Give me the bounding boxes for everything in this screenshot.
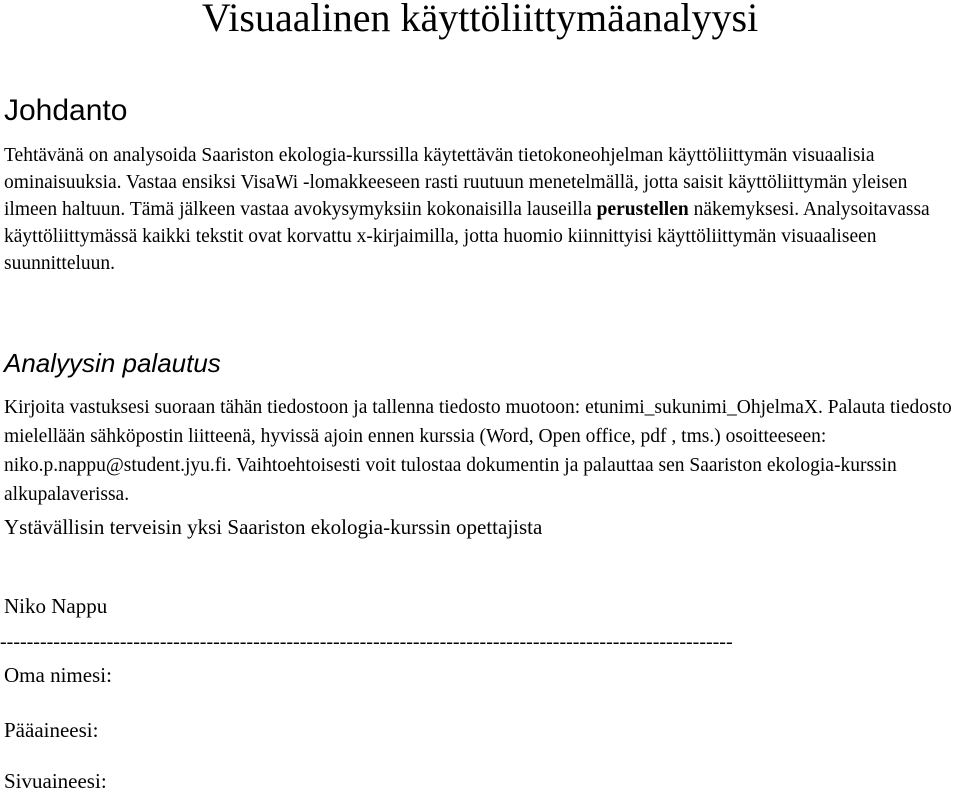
return-heading: Analyysin palautus [4,348,221,378]
name-field-label: Oma nimesi: [4,663,112,687]
intro-paragraph [4,142,956,277]
minor-field-label: Sivuaineesi: [4,769,107,793]
intro-text-start: Tehtävänä on analysoida Saariston ekologia-kurssilla käytettävän tietokoneohjelman käyttöliittymän visuaalisia ominaisuuksia. Vastaa ensiksi VisaWi -lomakkeeseen rasti ruutuun menetelmällä, jotta saisit käyttöliittymän yleisen ilmeen haltuun. Tämä jälkeen vastaa avokysymyksiin kokonaisilla lauseilla [4,145,908,220]
greeting-line: Ystävällisin terveisin yksi Saariston ekologia-kurssin opettajista [4,515,543,539]
intro-text-end: näkemyksesi. Analysoitavassa käyttöliittymässä kaikki tekstit ovat korvattu x-kirjaimilla, jotta huomio kiinnittyisi käyttöliittymän visuaaliseen suunnitteluun. [4,199,930,274]
major-field-label: Pääaineesi: [4,718,99,742]
document-title: Visuaalinen käyttöliittymäanalyysi [201,0,759,40]
intro-text-bold: perustellen [596,199,689,220]
intro-heading: Johdanto [4,94,128,127]
return-paragraph: Kirjoita vastuksesi suoraan tähän tiedostoon ja tallenna tiedosto muotoon: etunimi_sukunimi_OhjelmaX. Palauta tiedosto mielellään sähköpostin liitteenä, hyvissä ajoin ennen kurssia (Word, Open office, pdf , tms.) osoitteeseen: niko.p.nappu@student.jyu.fi. Vaihtoehtoisesti voit tulostaa dokumentin ja palauttaa sen Saariston ekologia-kurssin alkupalaverissa. [4,397,952,505]
signature: Niko Nappu [4,594,108,618]
separator-line: -------------------------------------------------------------------------------------------------------------- [0,631,733,653]
